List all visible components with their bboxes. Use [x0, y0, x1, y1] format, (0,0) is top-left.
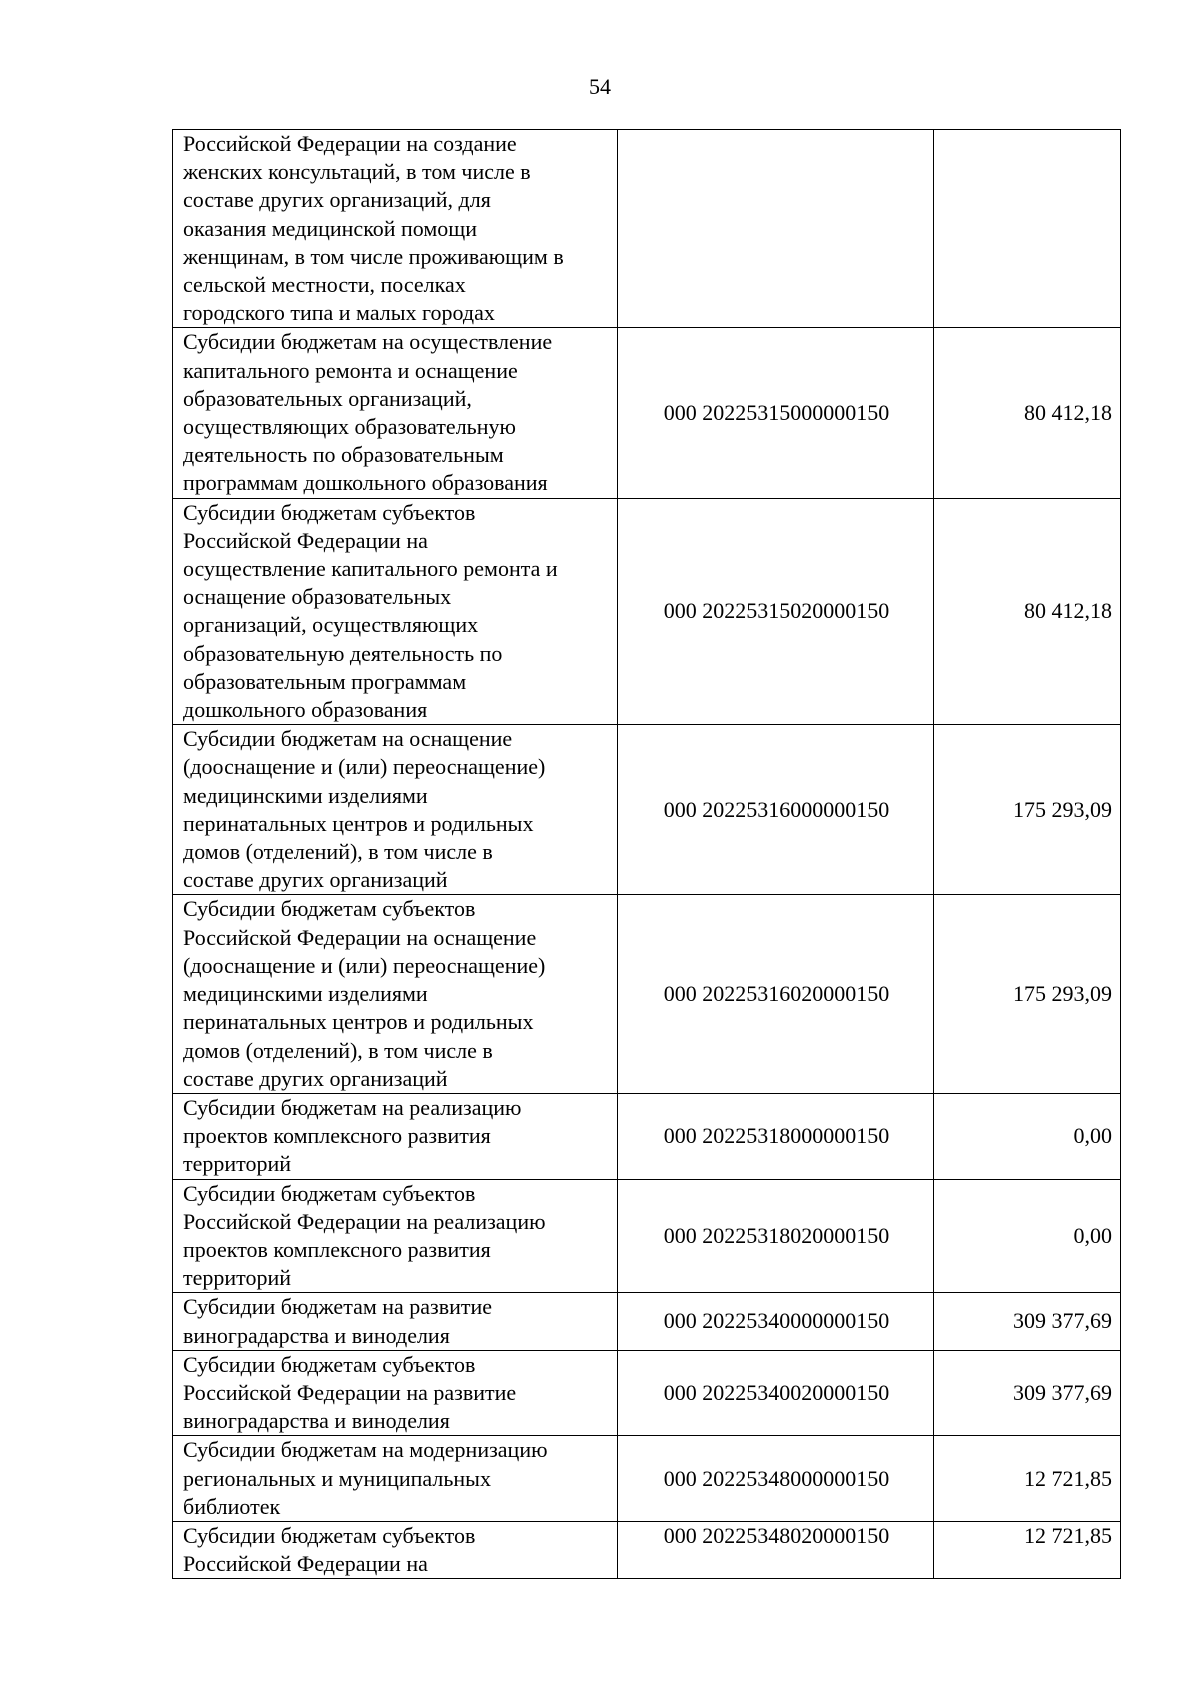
revenue-name-line: домов (отделений), в том числе в	[183, 839, 493, 865]
revenue-name-cell	[173, 1521, 618, 1578]
revenue-name-line: женских консультаций, в том числе в	[183, 159, 531, 185]
revenue-name-line: осуществляющих образовательную	[183, 414, 516, 440]
revenue-name-line: капитального ремонта и оснащение	[183, 357, 518, 383]
budget-code-cell: 000 20225316000000150	[618, 725, 934, 895]
revenue-name-line: женщинам, в том числе проживающим в	[183, 243, 564, 269]
revenue-name-line: региональных и муниципальных	[183, 1465, 491, 1491]
revenue-name-line: виноградарства и виноделия	[183, 1408, 450, 1434]
budget-code-cell: 000 20225315020000150	[618, 498, 934, 725]
revenue-name-line: Субсидии бюджетам субъектов	[183, 896, 476, 922]
revenue-name-line: составе других организаций	[183, 1065, 448, 1091]
revenue-name-line: Российской Федерации на развитие	[183, 1379, 517, 1405]
revenue-name-cell	[173, 1350, 618, 1436]
revenue-name-line: Субсидии бюджетам на оснащение	[183, 726, 513, 752]
revenue-name-line: деятельность по образовательным	[183, 442, 504, 468]
budget-code-cell: 000 20225316020000150	[618, 895, 934, 1093]
table-row	[173, 328, 1121, 498]
revenue-name-line: оказания медицинской помощи	[183, 215, 478, 241]
budget-revenue-table	[172, 129, 1121, 1579]
amount-cell	[934, 130, 1121, 328]
table-row	[173, 1350, 1121, 1436]
revenue-name-line: Субсидии бюджетам субъектов	[183, 1522, 476, 1548]
revenue-name-cell	[173, 1093, 618, 1179]
revenue-name-line: территорий	[183, 1151, 292, 1177]
revenue-name-line: Субсидии бюджетам субъектов	[183, 499, 476, 525]
revenue-name-line: домов (отделений), в том числе в	[183, 1037, 493, 1063]
table-row	[173, 130, 1121, 328]
amount-cell: 309 377,69	[934, 1293, 1121, 1350]
revenue-name-cell	[173, 895, 618, 1093]
table-row	[173, 1093, 1121, 1179]
budget-code-cell: 000 20225348020000150	[618, 1521, 934, 1578]
revenue-name-line: виноградарства и виноделия	[183, 1322, 450, 1348]
revenue-name-line: Российской Федерации на оснащение	[183, 924, 537, 950]
table-row	[173, 1293, 1121, 1350]
revenue-name-line: перинатальных центров и родильных	[183, 1009, 534, 1035]
revenue-name-line: составе других организаций	[183, 867, 448, 893]
amount-cell: 12 721,85	[934, 1436, 1121, 1522]
revenue-name-line: (дооснащение и (или) переоснащение)	[183, 952, 546, 978]
revenue-name-line: Субсидии бюджетам на модернизацию	[183, 1437, 548, 1463]
revenue-name-cell	[173, 1293, 618, 1350]
table-row	[173, 498, 1121, 725]
amount-cell: 175 293,09	[934, 725, 1121, 895]
revenue-name-line: городского типа и малых городах	[183, 300, 495, 326]
revenue-name-line: библиотек	[183, 1493, 281, 1519]
revenue-name-line: (дооснащение и (или) переоснащение)	[183, 754, 546, 780]
table-row	[173, 1179, 1121, 1293]
revenue-name-line: Субсидии бюджетам субъектов	[183, 1351, 476, 1377]
amount-cell: 175 293,09	[934, 895, 1121, 1093]
budget-code-cell: 000 20225340000000150	[618, 1293, 934, 1350]
table-row	[173, 1521, 1121, 1578]
revenue-name-line: Российской Федерации на	[183, 527, 428, 553]
revenue-name-line: Субсидии бюджетам на осуществление	[183, 329, 553, 355]
table-row	[173, 725, 1121, 895]
revenue-name-line: образовательных организаций,	[183, 385, 472, 411]
revenue-name-line: Субсидии бюджетам субъектов	[183, 1180, 476, 1206]
table-row	[173, 1436, 1121, 1522]
revenue-name-line: дошкольного образования	[183, 697, 428, 723]
budget-code-cell: 000 20225348000000150	[618, 1436, 934, 1522]
revenue-name-cell	[173, 725, 618, 895]
revenue-name-line: организаций, осуществляющих	[183, 612, 479, 638]
budget-code-cell: 000 20225340020000150	[618, 1350, 934, 1436]
revenue-name-cell	[173, 328, 618, 498]
budget-code-cell: 000 20225315000000150	[618, 328, 934, 498]
revenue-name-line: перинатальных центров и родильных	[183, 810, 534, 836]
revenue-name-line: оснащение образовательных	[183, 584, 452, 610]
revenue-name-cell	[173, 130, 618, 328]
revenue-name-cell	[173, 1436, 618, 1522]
revenue-name-line: Субсидии бюджетам на развитие	[183, 1294, 493, 1320]
revenue-name-line: медицинскими изделиями	[183, 782, 428, 808]
revenue-name-line: сельской местности, поселках	[183, 272, 466, 298]
budget-code-cell: 000 20225318000000150	[618, 1093, 934, 1179]
revenue-name-line: Российской Федерации на реализацию	[183, 1208, 546, 1234]
revenue-name-line: медицинскими изделиями	[183, 981, 428, 1007]
revenue-name-cell	[173, 1179, 618, 1293]
amount-cell: 0,00	[934, 1179, 1121, 1293]
revenue-name-line: образовательным программам	[183, 668, 467, 694]
page-number: 54	[589, 74, 611, 99]
revenue-name-line: Российской Федерации на	[183, 1551, 428, 1577]
revenue-name-line: проектов комплексного развития	[183, 1123, 491, 1149]
budget-code-cell: 000 20225318020000150	[618, 1179, 934, 1293]
revenue-name-line: Российской Федерации на создание	[183, 131, 517, 156]
revenue-name-line: осуществление капитального ремонта и	[183, 556, 558, 582]
table-body	[173, 130, 1121, 1579]
amount-cell: 80 412,18	[934, 328, 1121, 498]
revenue-name-line: территорий	[183, 1265, 292, 1291]
revenue-name-line: программам дошкольного образования	[183, 470, 548, 496]
revenue-name-line: проектов комплексного развития	[183, 1236, 491, 1262]
table-row	[173, 895, 1121, 1093]
budget-code-cell	[618, 130, 934, 328]
amount-cell: 0,00	[934, 1093, 1121, 1179]
revenue-name-line: составе других организаций, для	[183, 187, 491, 213]
amount-cell: 80 412,18	[934, 498, 1121, 725]
revenue-name-cell	[173, 498, 618, 725]
amount-cell: 12 721,85	[934, 1521, 1121, 1578]
revenue-name-line: образовательную деятельность по	[183, 640, 503, 666]
amount-cell: 309 377,69	[934, 1350, 1121, 1436]
revenue-name-line: Субсидии бюджетам на реализацию	[183, 1094, 522, 1120]
